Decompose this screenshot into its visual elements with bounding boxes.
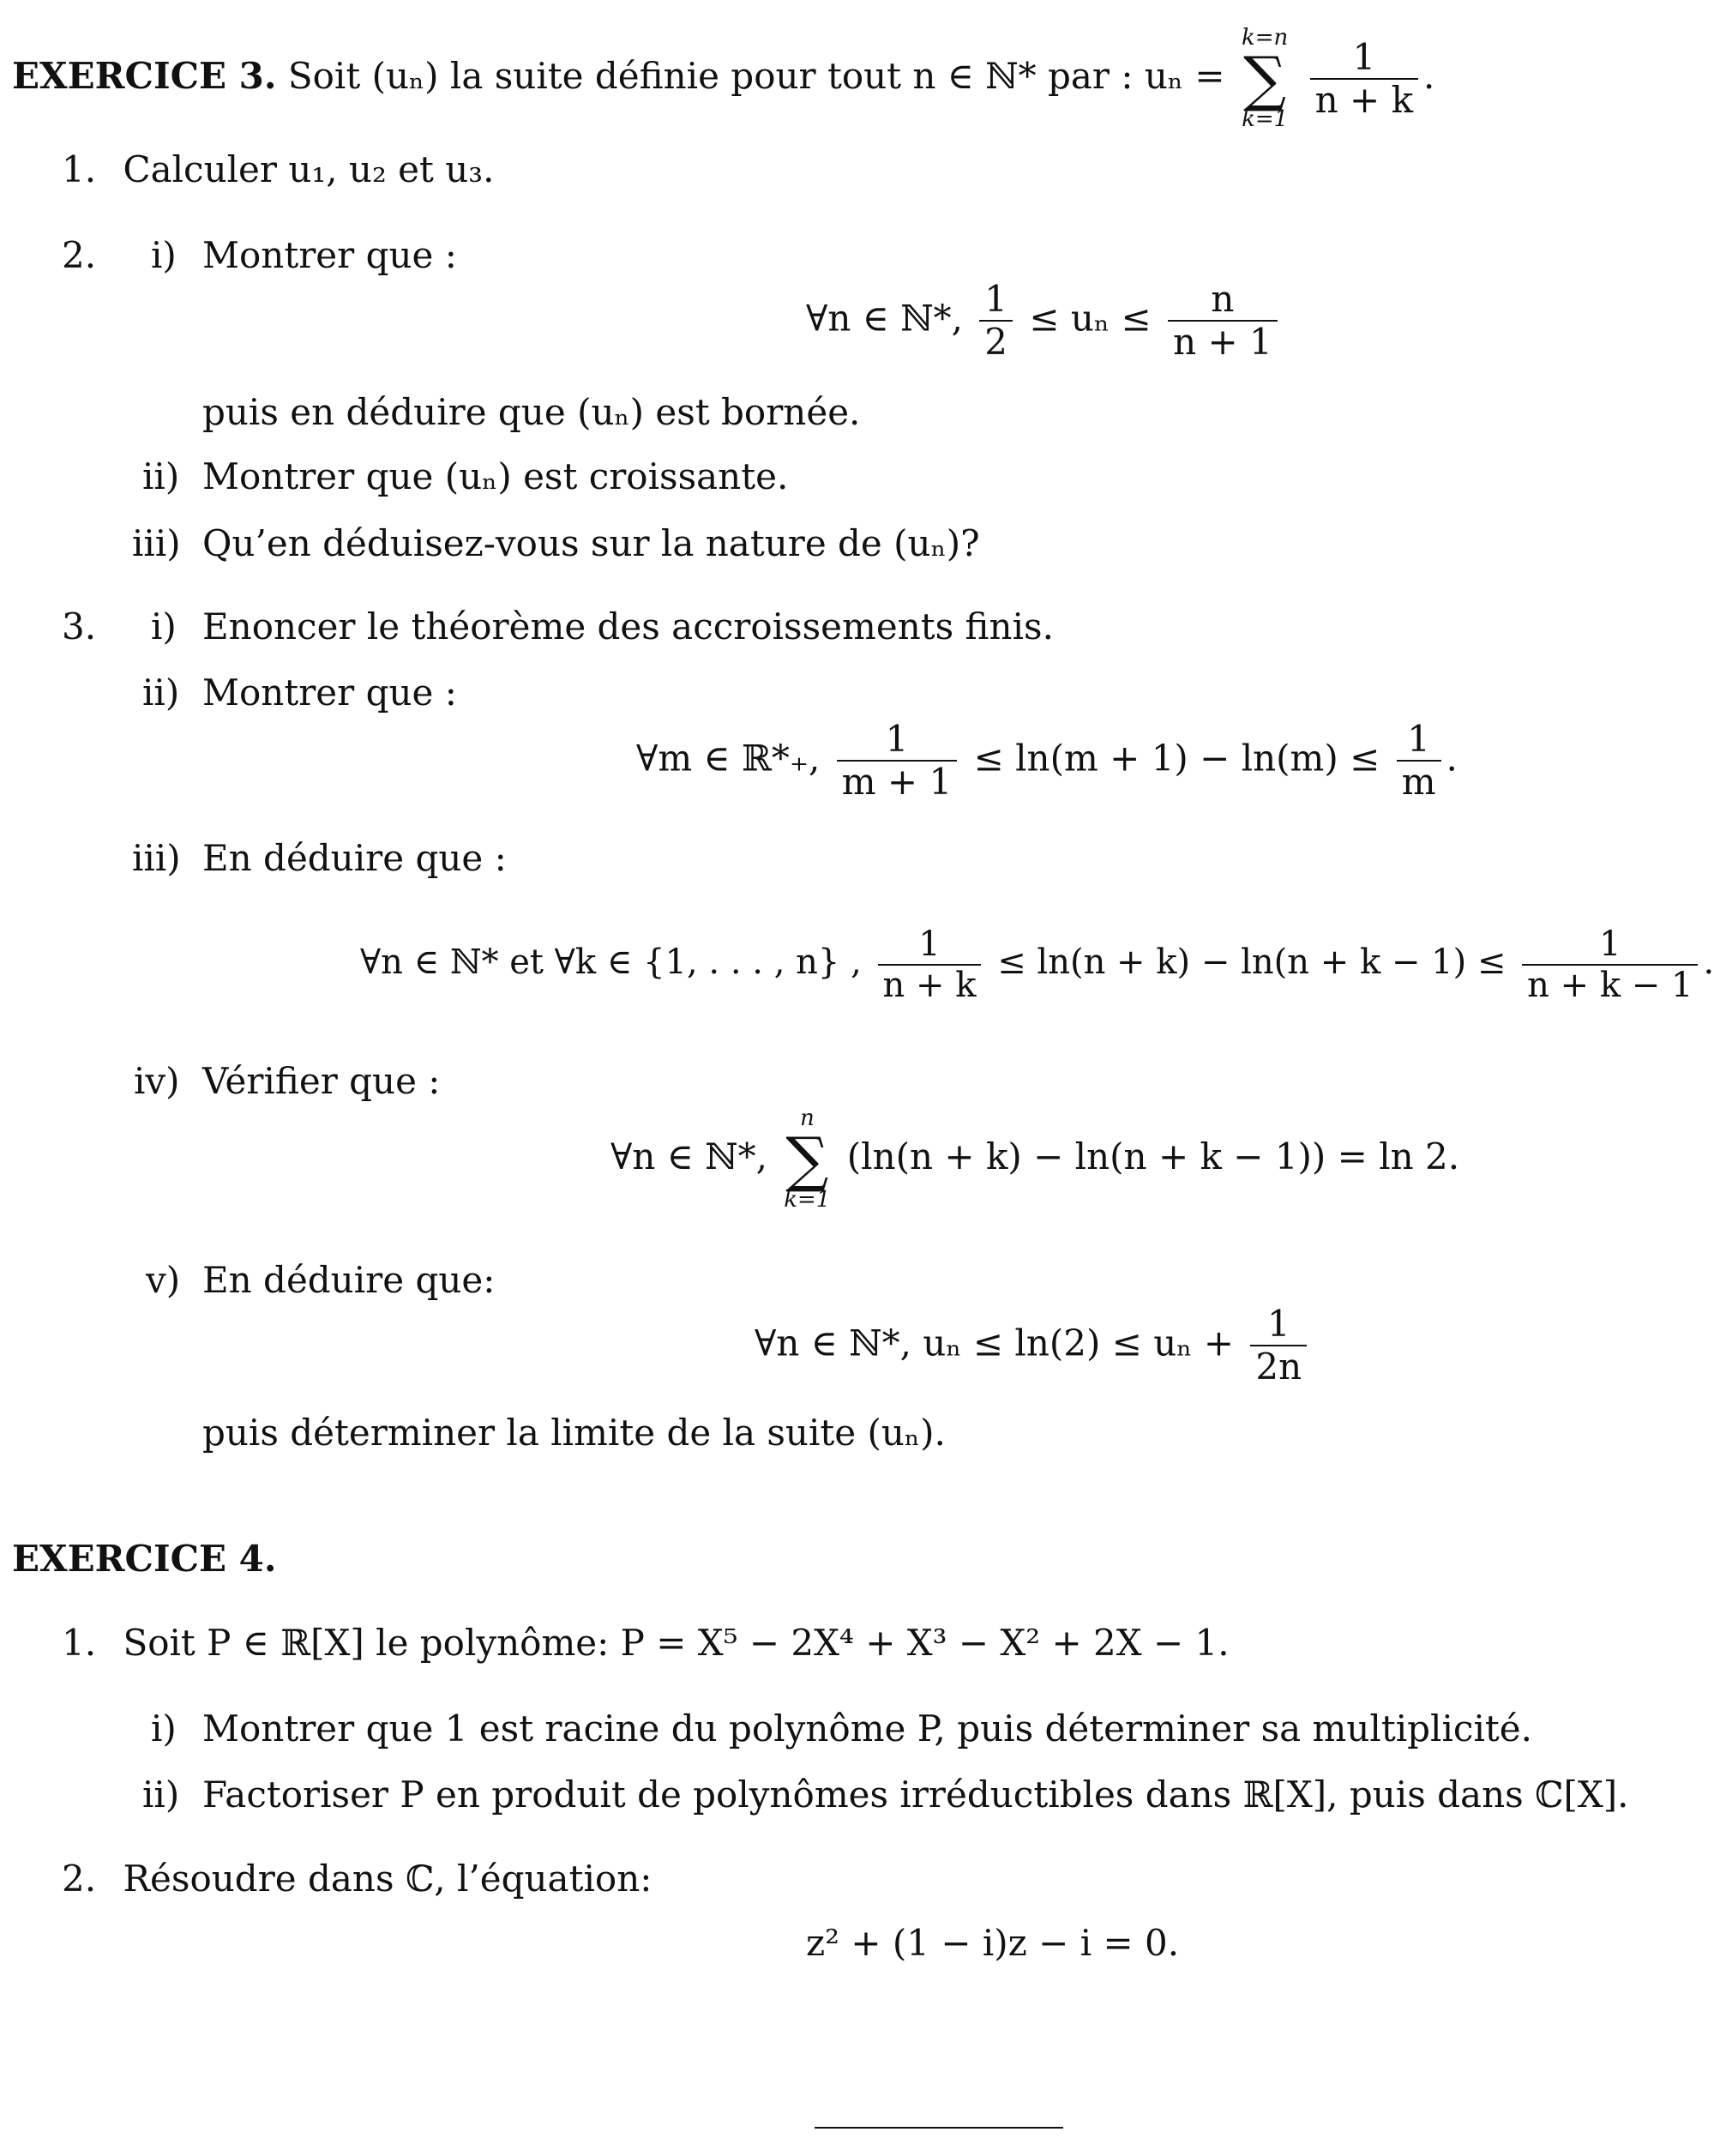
ex4-q2-equation: z² + (1 − i)z − i = 0. bbox=[806, 1922, 1180, 1964]
q3iv-rest: (ln(n + k) − ln(n + k − 1)) = ln 2. bbox=[846, 1135, 1460, 1177]
q2i-frac-half bbox=[979, 279, 1013, 364]
q2i-f2-den: n + 1 bbox=[1173, 321, 1272, 364]
ex3-q2i-formula bbox=[806, 279, 1283, 364]
ex3-q3ii-formula bbox=[636, 719, 1458, 804]
ex3-statement bbox=[12, 26, 1434, 132]
ex4-q1i-label: i) bbox=[151, 1707, 177, 1749]
ex3-sum-top: k=n bbox=[1241, 25, 1289, 51]
q3iii-prefix: ∀n ∈ ℕ* et ∀k ∈ {1, . . . , n} , bbox=[360, 942, 862, 982]
ex3-frac-num: 1 bbox=[1310, 37, 1418, 80]
q3ii-frac-right bbox=[1397, 719, 1441, 804]
ex3-sum bbox=[1242, 26, 1288, 132]
ex4-q1ii-label: ii) bbox=[142, 1774, 180, 1816]
ex3-q2-number: 2. bbox=[62, 234, 97, 276]
q3iii-f2-den: n + k − 1 bbox=[1527, 966, 1693, 1005]
ex4-q2-number: 2. bbox=[62, 1858, 97, 1900]
q3ii-frac-left bbox=[837, 719, 957, 804]
q3v-prefix: ∀n ∈ ℕ*, uₙ ≤ ln(2) ≤ uₙ + bbox=[755, 1322, 1235, 1364]
q1-number: 1. bbox=[62, 148, 97, 190]
q3iv-sum-top: n bbox=[799, 1105, 815, 1131]
ex3-q1 bbox=[62, 148, 494, 193]
q2i-mid: ≤ uₙ ≤ bbox=[1029, 297, 1152, 340]
ex4-q1-number: 1. bbox=[62, 1622, 97, 1664]
q3ii-end: . bbox=[1446, 737, 1458, 780]
q3ii-f1-den: m + 1 bbox=[841, 761, 953, 804]
q3iii-frac-left bbox=[878, 924, 982, 1005]
sigma-symbol: ∑ bbox=[785, 1123, 829, 1195]
ex3-q2ii-text: Montrer que (uₙ) est croissante. bbox=[202, 455, 789, 497]
q3v-frac bbox=[1250, 1304, 1307, 1388]
q2i-prefix: ∀n ∈ ℕ*, bbox=[806, 297, 963, 340]
q2i-f1-num: 1 bbox=[979, 279, 1013, 322]
ex3-q3-number: 3. bbox=[62, 605, 97, 647]
ex4-q1ii-text: Factoriser P en produit de polynômes irréductibles dans ℝ[X], puis dans ℂ[X]. bbox=[202, 1774, 1629, 1816]
ex3-q3ii-text: Montrer que : bbox=[202, 671, 457, 714]
ex3-q2ii-label: ii) bbox=[142, 455, 180, 497]
ex3-q3iii-label: iii) bbox=[132, 837, 181, 879]
q3ii-f2-num: 1 bbox=[1397, 719, 1441, 762]
q3iii-f1-num: 1 bbox=[878, 924, 982, 966]
ex3-sum-bottom: k=1 bbox=[1242, 106, 1289, 133]
q3iii-end: . bbox=[1703, 942, 1714, 982]
q3v-f-den: 2n bbox=[1255, 1346, 1302, 1388]
ex4-q1i-text: Montrer que 1 est racine du polynôme P, puis déterminer sa multiplicité. bbox=[202, 1707, 1532, 1749]
q3ii-prefix: ∀m ∈ ℝ*₊, bbox=[636, 737, 821, 780]
ex3-q3i-text: Enoncer le théorème des accroissements finis. bbox=[202, 605, 1054, 647]
ex4-heading: EXERCICE 4. bbox=[12, 1538, 277, 1580]
ex4-q1-text: Soit P ∈ ℝ[X] le polynôme: P = X⁵ − 2X⁴ + X³ − X² + 2X − 1. bbox=[123, 1622, 1230, 1664]
ex4-q1 bbox=[62, 1621, 1230, 1666]
q2i-f2-num: n bbox=[1168, 279, 1278, 322]
q3iii-mid: ≤ ln(n + k) − ln(n + k − 1) ≤ bbox=[997, 942, 1507, 982]
ex3-q3iv-formula bbox=[610, 1106, 1459, 1213]
ex3-q3v-formula bbox=[755, 1304, 1312, 1388]
q2i-f1-den: 2 bbox=[984, 321, 1008, 364]
ex3-q3v-after: puis déterminer la limite de la suite (uₙ). bbox=[202, 1412, 946, 1454]
q3ii-f2-den: m bbox=[1401, 761, 1436, 804]
q2i-frac-n bbox=[1168, 279, 1278, 364]
ex3-fraction bbox=[1310, 37, 1418, 122]
q3iv-sum-bottom: k=1 bbox=[784, 1187, 831, 1214]
ex3-frac-den: n + k bbox=[1314, 78, 1414, 121]
sigma-symbol: ∑ bbox=[1243, 43, 1287, 114]
q3iii-f1-den: n + k bbox=[882, 966, 977, 1005]
closing-rule bbox=[815, 2127, 1063, 2129]
ex3-q3i-label: i) bbox=[151, 605, 177, 647]
q3ii-mid: ≤ ln(m + 1) − ln(m) ≤ bbox=[973, 737, 1380, 780]
ex3-q3v-label: v) bbox=[146, 1259, 181, 1301]
ex3-q3iii-text: En déduire que : bbox=[202, 837, 507, 879]
ex3-q2i-text: Montrer que : bbox=[202, 234, 457, 276]
ex3-q2i-after: puis en déduire que (uₙ) est bornée. bbox=[202, 391, 861, 433]
q3iii-f2-num: 1 bbox=[1522, 924, 1698, 966]
ex3-q3iii-formula bbox=[360, 924, 1714, 1005]
ex3-q2i-label: i) bbox=[151, 234, 177, 276]
ex3-intro: Soit (uₙ) la suite définie pour tout n ∈ ℕ* par : uₙ = bbox=[287, 54, 1225, 97]
ex3-q3iv-text: Vérifier que : bbox=[202, 1060, 441, 1102]
ex3-heading: EXERCICE 3. bbox=[12, 54, 277, 97]
ex3-q3ii-label: ii) bbox=[142, 671, 180, 714]
q3iv-sum bbox=[784, 1106, 830, 1213]
q1-text: Calculer u₁, u₂ et u₃. bbox=[123, 148, 495, 190]
ex3-q2iii-text: Qu’en déduisez-vous sur la nature de (uₙ)? bbox=[202, 522, 980, 564]
q3iii-frac-right bbox=[1522, 924, 1698, 1005]
ex3-q3iv-label: iv) bbox=[134, 1060, 180, 1102]
ex3-dot: . bbox=[1423, 54, 1435, 97]
ex3-q2iii-label: iii) bbox=[132, 522, 181, 564]
ex4-q2-text: Résoudre dans ℂ, l’équation: bbox=[123, 1858, 653, 1900]
q3iv-prefix: ∀n ∈ ℕ*, bbox=[610, 1135, 767, 1177]
ex3-q3v-text: En déduire que: bbox=[202, 1259, 496, 1301]
q3v-f-num: 1 bbox=[1250, 1304, 1307, 1346]
ex4-q2 bbox=[62, 1857, 652, 1902]
q3ii-f1-num: 1 bbox=[837, 719, 957, 762]
